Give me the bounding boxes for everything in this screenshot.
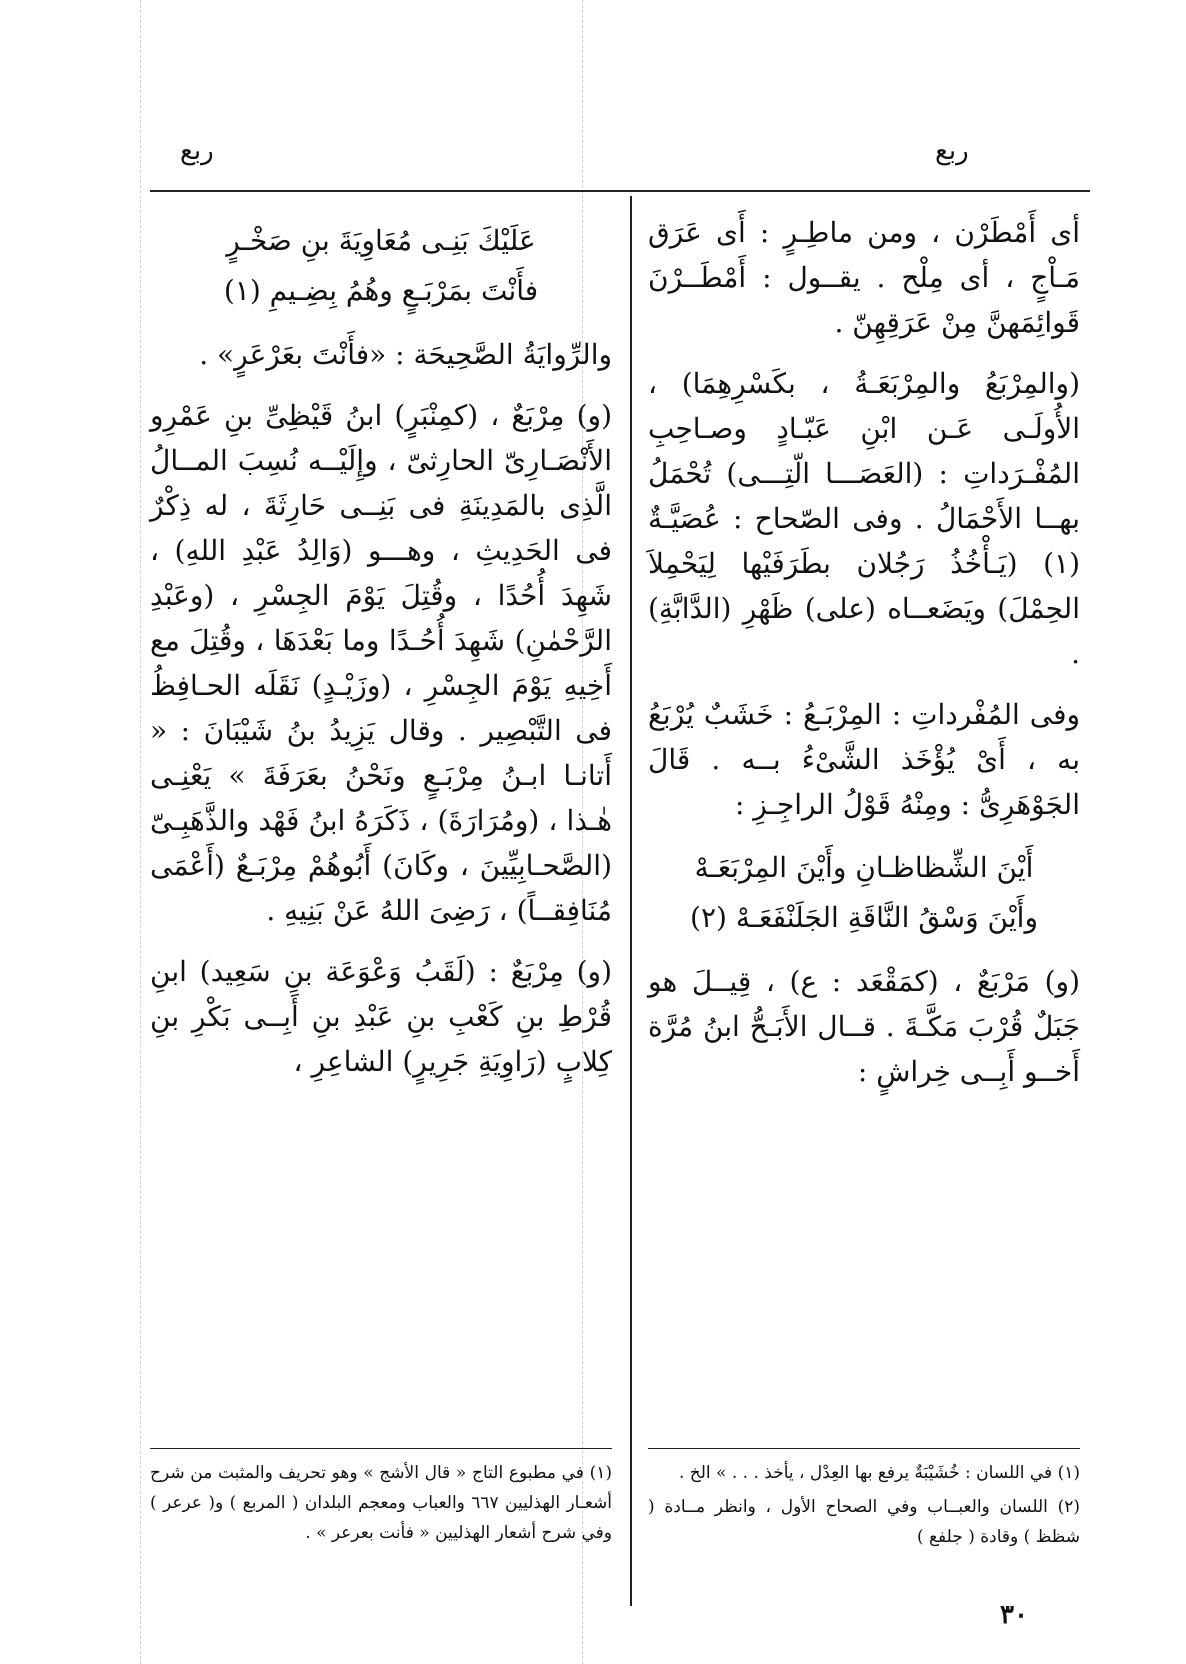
paragraph: (و) مَرْبَعٌ ، (كمَقْعَد : ع) ، قِيــلَ هو جَبَلٌ قُرْبَ مَكَّـةَ . قــال الأَبَـحُّ ابنُ مُرَّة أَخــو أَبِــى خِراشٍ : [648, 965, 1080, 1088]
right-column [648, 210, 1080, 1110]
footnote-rule-left [150, 1448, 612, 1449]
paragraph: وفى المُفْرداتِ : المِرْبَـعُ : خَشَبٌ يُرْبَعُ به ، أَىْ يُؤْخَذ الشَّىْءُ بــه . قَالَ الجَوْهَرِىُّ : ومِنْهُ قَوْلُ الراجِـزِ : [648, 698, 1080, 821]
page-fold-line [140, 0, 141, 1664]
page-number: ٣٠ [1000, 1600, 1028, 1630]
column-divider [630, 196, 632, 1606]
paragraph: (و) مِرْبَعٌ ، (كمِنْبَرٍ) ابنُ قَيْظِىِّ بنِ عَمْرِو الأَنْصَـارِىّ الحارِثىّ ، وإِلَيْــه نُسِبَ المــالُ الَّذِى بالمَدِينَةِ فى بَنِــى حَارِثَةَ ، له ذِكْرٌ فى الحَدِيثِ ، وهـــو (وَالِدُ عَبْدِ اللهِ) ، شَهِدَ أُحُدًا ، وقُتِلَ يَوْمَ الجِسْرِ ، (وعَبْدِ الرَّحْمٰنِ) شَهِدَ أُحُـدًا وما بَعْدَهَا ، وقُتِلَ مع أَخِيهِ يَوْمَ الجِسْرِ ، (وزَيْـدٍ) نَقَلَه الحـافِظُ فى التَّبْصِير . وقال يَزِيدُ بنُ شَيْبَانَ : « أَتانـا ابـنُ مِرْبَـعٍ ونَحْنُ بعَرَفَةَ » يَعْنِـى هٰـذا ، (ومُرَارَةَ) ، ذَكَرَهُ ابنُ فَهْد والذَّهَبِـىّ (الصَّحـابِيِّينَ ، وكَانَ) أَبُوهُمْ مِرْبَـعٌ (أَعْمَى مُنَافِقــاً) ، رَضِىَ اللهُ عَنْ بَنِيهِ . [150, 399, 612, 927]
verse-line: عَلَيْكَ بَنِـى مُعَاوِيَةَ بنِ صَخْـرٍ [226, 224, 536, 257]
footnote: (٢) اللسان والعبــاب وفي الصحاح الأول ، وانظر مــادة ( شظظ ) وقادة ( جلفع ) [648, 1497, 1080, 1547]
verse-line: أَيْنَ الشِّظاظـانِ وأَيْنَ المِرْبَعَـهْ [694, 851, 1034, 884]
paragraph: والرِّوايَةُ الصَّحِيحَة : «فأَنْتَ بعَرْعَرٍ» . [199, 338, 612, 371]
left-column [150, 210, 612, 1100]
verse [150, 216, 612, 316]
footnote: (١) في اللسان : خُشَيْبَةٌ يرفع بها العِدْل ، يأخذ . . . » الخ . [678, 1463, 1080, 1483]
verse [648, 843, 1080, 943]
footnotes-left [150, 1458, 612, 1552]
running-header-right: ربع [935, 136, 969, 166]
header-rule [150, 190, 1090, 192]
paragraph: (والمِرْبَعُ والمِرْبَعَـةُ ، بكَسْرِهِمَا) ، الأُولَـى عَـن ابْنِ عَبّـادٍ وصـاحِبِ المُفْـرَداتِ : (العَصَـــا الّتِـــى) تُحْمَلُ بهــا الأَحْمَالُ . وفى الصّحاح : عُصَيَّـةٌ (١) (يَـأْخُذُ رَجُلان بطَرَفَيْها لِيَحْمِلاَ الحِمْلَ) ويَضَعــاه (على) ظَهْرِ (الدَّابَّةِ) . [648, 367, 1080, 670]
verse-line: فأَنْتَ بمَرْبَـعٍ وهُمُ بِضِـيمِ (١) [223, 274, 539, 307]
paragraph: أى أَمْطَرْن ، ومن ماطِـرٍ : أَى عَرَق مَـاْجٍ ، أى مِلْح . يقــول : أَمْطَــرْنَ قَوائِمَهنَّ مِنْ عَرَقِهِنّ . [648, 216, 1080, 339]
footnote: (١) في مطبوع التاج « قال الأشج » وهو تحريف والمثبت من شرح أشعـار الهذليين ٦٦٧ والعباب ومعجم البلدان ( المربع ) و( عرعر ) وفي شرح أشعار الهذليين « فأنت بعرعر » . [150, 1463, 612, 1543]
paragraph: (و) مِرْبَعٌ : (لَقَبُ وَعْوَعَة بنِ سَعِيد) ابنِ قُرْطِ بنِ كَعْبِ بنِ عَبْدِ بنِ أَبِــى بَكْرِ بنِ كِلابٍ (رَاوِيَةِ جَرِيرٍ) الشاعِرِ ، [150, 955, 612, 1078]
footnote-rule-right [648, 1448, 1080, 1449]
footnotes-right [648, 1458, 1080, 1556]
verse-line: وأَيْنَ وَسْقُ النَّاقَةِ الجَلَنْفَعَـهْ (٢) [690, 901, 1038, 934]
running-header-left: ربع [180, 136, 214, 166]
